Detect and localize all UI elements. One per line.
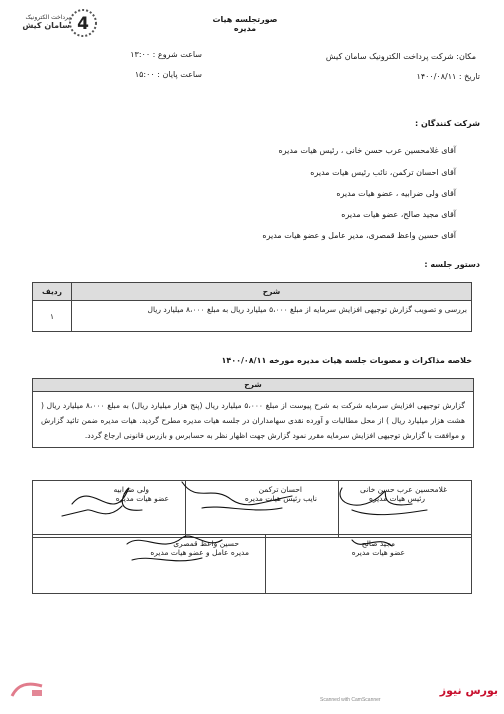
signer-5-role: مدیره عامل و عضو هیات مدیره [150, 548, 249, 557]
meeting-date: تاریخ : ۱۴۰۰/۰۸/۱۱ [416, 72, 480, 81]
agenda-row-desc: بررسی و تصویب گزارش توجیهی افزایش سرمایه از مبلغ ۵،۰۰۰ میلیارد ریال به مبلغ ۸،۰۰۰ میلیارد ریال [72, 301, 472, 332]
svg-text:4: 4 [77, 14, 89, 34]
participant-3: آقای ولی ضرابیه ، عضو هیات مدیره [336, 189, 456, 198]
company-logo-text [20, 14, 70, 30]
handwritten-signatures-icon [32, 474, 472, 594]
agenda-row-number: ۱ [33, 301, 72, 332]
participant-1: آقای غلامحسین عرب حسن خانی ، رئیس هیات مدیره [278, 146, 456, 155]
signer-5-name: حسین واعظ قمصری [173, 539, 239, 548]
document-title: صورتجلسه هیات مدیره [212, 15, 278, 33]
brand-watermark: بورس نیوز [439, 684, 498, 697]
participants-heading: شرکت کنندگان : [414, 119, 480, 128]
scanner-watermark: Scanned with CamScanner [320, 697, 381, 703]
logo-line-1: پرداخت الکترونیک [25, 14, 70, 21]
company-logo-icon [68, 8, 98, 38]
signer-1-role: رئیس هیات مدیره [369, 494, 425, 503]
agenda-header-row [33, 283, 472, 301]
agenda-col-row: ردیف [33, 283, 72, 301]
resolutions-heading: خلاصه مذاکرات و مصوبات جلسه هیات مدیره مورخه ۱۴۰۰/۰۸/۱۱ [221, 356, 472, 365]
participant-2: آقای احسان ترکمن، نائب رئیس هیات مدیره [310, 168, 456, 177]
resolutions-box [32, 378, 474, 448]
signer-3-role: عضو هیات مدیره [115, 494, 169, 503]
participant-5: آقای حسین واعظ قمصری، مدیر عامل و عضو هیات مدیره [262, 231, 456, 240]
meeting-place: مکان: شرکت پرداخت الکترونیک سامان کیش [325, 52, 476, 61]
resolutions-col-desc: شرح [33, 379, 473, 392]
end-time: ساعت پایان : ۱۵:۰۰ [134, 70, 202, 79]
signer-4-name: مجید صالح [361, 539, 395, 548]
logo-line-2: سامان کیش [22, 21, 70, 30]
signer-2-role: نایب رئیس هیات مدیره [244, 494, 317, 503]
signer-2-name: احسان ترکمن [258, 485, 302, 494]
resolutions-text: گزارش توجیهی افزایش سرمایه شرکت به شرح پیوست از مبلغ ۵،۰۰۰ میلیارد ریال (پنج هزار میلیارد ریال) به مبلغ ۸،۰۰۰ میلیارد ریال ( هشت هزار میلیارد ریال ) از محل مطالبات و آورده نقدی سهامداران در جلسه هیات مدیره مطرح گردید. هیات مدیره ضمن تائید گزارش و موافقت با گزارش توجیهی افزایش سرمایه مقرر نمود گزارش جهت اظهار نظر به حسابرس و بازرس قانونی ارجاع گردد. [41, 401, 465, 440]
agenda-table [32, 282, 472, 332]
signer-1-name: غلامحسین عرب حسن خانی [359, 485, 447, 494]
signer-4-role: عضو هیات مدیره [351, 548, 405, 557]
signer-3-name: ولی ضرابیه [113, 485, 149, 494]
start-time: ساعت شروع : ۱۳:۰۰ [130, 50, 202, 59]
table-row [33, 301, 472, 332]
agenda-heading: دستور جلسه : [424, 260, 480, 269]
watermark-logo-icon [8, 678, 48, 700]
agenda-col-desc: شرح [72, 283, 472, 301]
participant-4: آقای مجید صالح، عضو هیات مدیره [341, 210, 456, 219]
